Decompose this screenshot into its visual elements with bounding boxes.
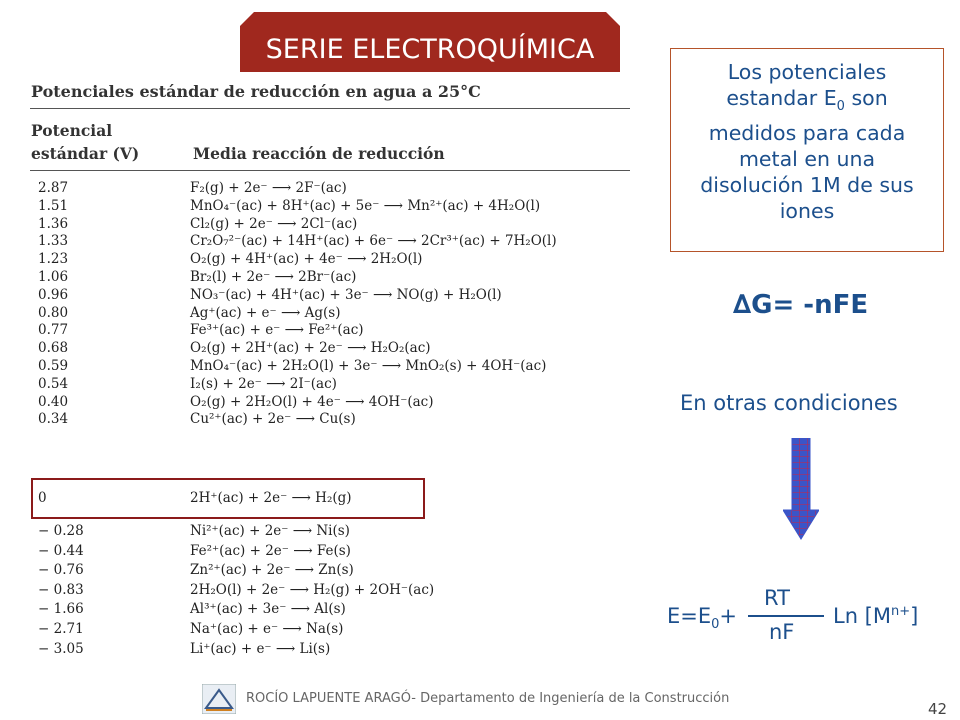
half-reaction: O₂(g) + 4H⁺(ac) + 4e⁻ ⟶ 2H₂O(l) — [190, 251, 423, 268]
half-reaction: Br₂(l) + 2e⁻ ⟶ 2Br⁻(ac) — [190, 269, 357, 285]
half-reaction: O₂(g) + 2H₂O(l) + 4e⁻ ⟶ 4OH⁻(ac) — [190, 393, 434, 410]
potential-value: 1.23 — [38, 251, 69, 268]
half-reaction: Fe²⁺(ac) + 2e⁻ ⟶ Fe(s) — [190, 542, 351, 559]
col-reaction-header: Media reacción de reducción — [193, 144, 445, 163]
hydrogen-reference-highlight — [31, 478, 425, 519]
half-reaction: 2H₂O(l) + 2e⁻ ⟶ H₂(g) + 2OH⁻(ac) — [190, 581, 435, 598]
table-header-rule — [30, 170, 630, 171]
potential-value: 0.34 — [38, 411, 69, 428]
down-arrow-icon — [783, 438, 819, 540]
potential-value: − 1.66 — [38, 601, 84, 618]
table-row — [30, 641, 630, 659]
table-row — [30, 269, 630, 287]
potential-value: − 0.28 — [38, 523, 84, 539]
potential-value: 0.77 — [38, 322, 69, 339]
title-banner — [240, 12, 620, 72]
table-heading: Potenciales estándar de reducción en agua a 25°C — [31, 82, 481, 101]
half-reaction: NO₃⁻(ac) + 4H⁺(ac) + 3e⁻ ⟶ NO(g) + H₂O(l) — [190, 286, 502, 303]
table-row — [30, 621, 630, 639]
table-row — [30, 340, 630, 358]
half-reaction: Al³⁺(ac) + 3e⁻ ⟶ Al(s) — [190, 601, 346, 618]
nernst-ln-term: Ln $[M^{n+}]$ — [833, 604, 919, 628]
note-line4: metal en una — [738, 147, 876, 172]
col-potential-line1: Potencial — [31, 121, 113, 140]
potential-value: 1.33 — [38, 233, 69, 250]
potential-value: 0.96 — [38, 286, 69, 303]
table-top-rule — [30, 108, 630, 109]
half-reaction: I₂(s) + 2e⁻ ⟶ 2I⁻(ac) — [190, 375, 337, 392]
note-line6: iones — [779, 199, 835, 224]
potential-value: − 2.71 — [38, 621, 84, 637]
potential-value: 0.80 — [38, 304, 69, 321]
potential-value: 1.36 — [38, 215, 69, 232]
potential-value: 0.40 — [38, 393, 69, 410]
half-reaction: Li⁺(ac) + e⁻ ⟶ Li(s) — [190, 640, 331, 657]
note-line2: estandar $E_0$ son — [726, 86, 888, 115]
fraction-line — [748, 615, 824, 617]
half-reaction: Fe³⁺(ac) + e⁻ ⟶ Fe²⁺(ac) — [190, 322, 364, 339]
note-box — [670, 48, 944, 252]
potential-value: − 0.76 — [38, 562, 84, 579]
table-row — [30, 376, 630, 394]
nernst-denominator: nF — [769, 620, 795, 644]
potential-value: 0.59 — [38, 358, 69, 374]
half-reaction: Cu²⁺(ac) + 2e⁻ ⟶ Cu(s) — [190, 411, 356, 428]
potential-value: 1.06 — [38, 269, 69, 285]
half-reaction: Ag⁺(ac) + e⁻ ⟶ Ag(s) — [190, 304, 341, 321]
table-row — [30, 233, 630, 251]
other-conditions-label: En otras condiciones — [680, 391, 898, 415]
gibbs-equation: ∆G= -nFE — [733, 290, 869, 320]
table-row — [30, 601, 630, 619]
half-reaction: Zn²⁺(ac) + 2e⁻ ⟶ Zn(s) — [190, 562, 354, 579]
note-line1: Los potenciales — [727, 60, 887, 84]
university-logo-icon — [202, 684, 236, 714]
col-potential-header — [31, 119, 139, 165]
table-row — [30, 216, 630, 234]
table-row — [30, 251, 630, 269]
table-row — [30, 358, 630, 376]
table-row — [30, 305, 630, 323]
note-line5: disolución 1M de sus — [700, 173, 914, 198]
col-potential-line2: estándar (V) — [31, 144, 140, 163]
half-reaction: 2H⁺(ac) + 2e⁻ ⟶ H₂(g) — [190, 490, 352, 506]
potential-value: − 3.05 — [38, 640, 84, 657]
potential-value: − 0.44 — [38, 542, 84, 559]
potential-value: 0.68 — [38, 340, 69, 357]
half-reaction: Ni²⁺(ac) + 2e⁻ ⟶ Ni(s) — [190, 523, 350, 539]
slide-title: SERIE ELECTROQUÍMICA — [265, 34, 595, 65]
table-row — [30, 411, 630, 429]
nernst-numerator: RT — [764, 586, 790, 610]
potential-value: 2.87 — [38, 180, 69, 196]
potential-value: − 0.83 — [38, 581, 84, 598]
half-reaction: F₂(g) + 2e⁻ ⟶ 2F⁻(ac) — [190, 180, 347, 196]
potential-value: 0 — [38, 490, 47, 506]
half-reaction: Cl₂(g) + 2e⁻ ⟶ 2Cl⁻(ac) — [190, 215, 358, 232]
footer-text: ROCÍO LAPUENTE ARAGÓ- Departamento de Ingeniería de la Construcción — [246, 691, 730, 706]
half-reaction: Na⁺(ac) + e⁻ ⟶ Na(s) — [190, 621, 344, 637]
nernst-lhs: $E=E_0+$ — [667, 604, 738, 633]
table-row — [30, 180, 630, 198]
table-row — [30, 523, 630, 541]
table-row — [30, 543, 630, 561]
table-row — [30, 198, 630, 216]
potential-value: 0.54 — [38, 375, 69, 392]
table-row — [30, 322, 630, 340]
half-reaction: MnO₄⁻(ac) + 8H⁺(ac) + 5e⁻ ⟶ Mn²⁺(ac) + 4H₂O(l) — [190, 197, 541, 214]
page-number: 42 — [928, 700, 948, 718]
half-reaction: O₂(g) + 2H⁺(ac) + 2e⁻ ⟶ H₂O₂(ac) — [190, 340, 431, 357]
table-row — [30, 562, 630, 580]
table-row — [30, 394, 630, 412]
potential-value: 1.51 — [38, 197, 69, 214]
note-line3: medidos para cada — [708, 121, 906, 146]
half-reaction: MnO₄⁻(ac) + 2H₂O(l) + 3e⁻ ⟶ MnO₂(s) + 4OH⁻(ac) — [190, 358, 547, 374]
half-reaction: Cr₂O₇²⁻(ac) + 14H⁺(ac) + 6e⁻ ⟶ 2Cr³⁺(ac) + 7H₂O(l) — [190, 233, 557, 250]
table-row — [30, 287, 630, 305]
table-row — [30, 582, 630, 600]
